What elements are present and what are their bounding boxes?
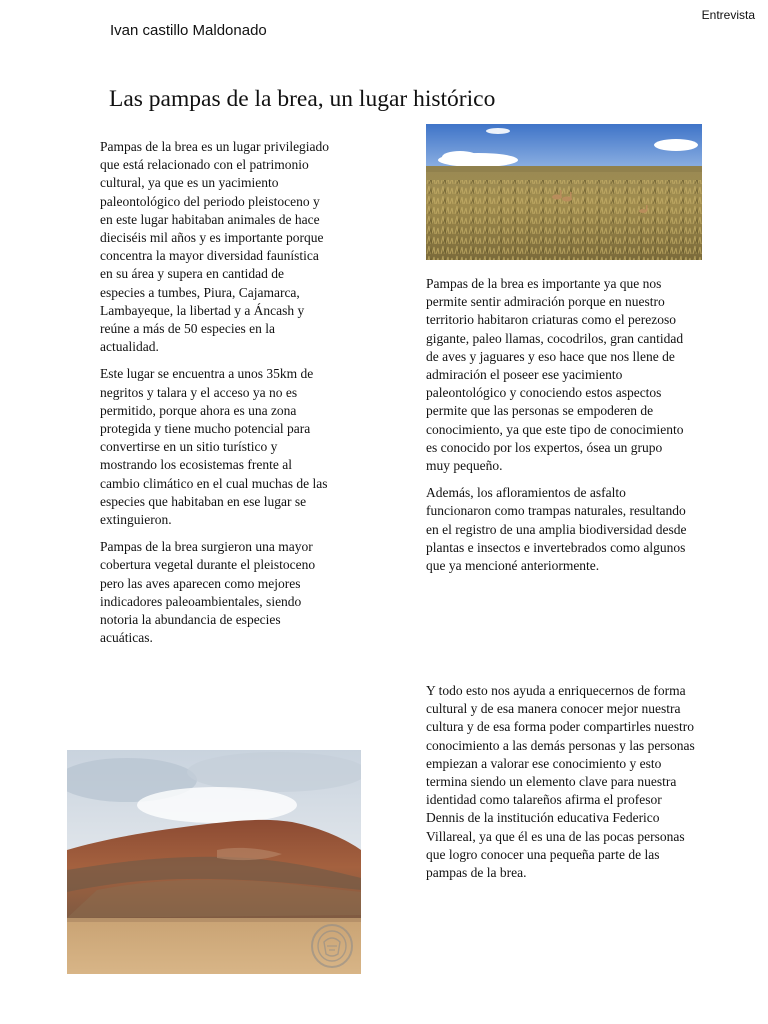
right-column-bottom bbox=[426, 682, 702, 891]
paragraph: Pampas de la brea surgieron una mayor cobertura vegetal durante el pleistoceno pero las aves aparecen como mejores indicadores paleoambientales, siendo notoria la abundancia de especies acuáticas. bbox=[100, 539, 316, 646]
paragraph: Pampas de la brea es importante ya que nos permite sentir admiración porque en nuestro territorio habitaron criaturas como el perezoso gigante, paleo llamas, cocodrilos, gran cantidad de aves y jaguares y eso hace que nos llene de admiración el poseer ese yacimiento paleontológico y conociendo estos aspectos permite que las personas se empoderen de conocimiento, ya que este tipo de conocimiento es conocido por los expertos, ósea un grupo muy pequeño. bbox=[426, 276, 684, 474]
mountain-photo bbox=[67, 750, 361, 974]
seal-stamp-icon bbox=[309, 922, 355, 970]
paragraph: Además, los afloramientos de asfalto funcionaron como trampas naturales, resultando en el registro de una amplia biodiversidad desde plantas e insectos e invertebrados como algunos que ya mencioné anteriormente. bbox=[426, 485, 687, 574]
paragraph: Y todo esto nos ayuda a enriquecernos de forma cultural y de esa manera conocer mejor nuestra cultura y de esa forma poder compartirles nuestro conocimiento a las demás personas y las personas empiezan a valorar ese conocimiento y esto termina siendo un elemento clave para nuestra identidad como talareños afirma el profesor Dennis de la institución educativa Federico Villareal, ya que él es una de las pocas personas que logro conocer una pequeña parte de las pampas de la brea. bbox=[426, 683, 695, 881]
section-label: Entrevista bbox=[701, 8, 755, 22]
left-column bbox=[100, 138, 330, 656]
paragraph: Pampas de la brea es un lugar privilegiado que está relacionado con el patrimonio cultural, ya que es un yacimiento paleontológico del periodo pleistoceno y en este lugar habitaban animales de hace dieciséis mil años y es importante porque concentra la mayor diversidad faunística en su área y supera en cantidad de especies a tumbes, Piura, Cajamarca, Lambayeque, la libertad y a Áncash y reúne a más de 50 especies en la actualidad. bbox=[100, 139, 330, 355]
author-name: Ivan castillo Maldonado bbox=[110, 22, 267, 39]
right-column-top bbox=[426, 275, 688, 584]
grassland-illustration bbox=[426, 124, 702, 260]
paragraph: Este lugar se encuentra a unos 35km de negritos y talara y el acceso ya no es permitido, porque ahora es una zona protegida y tiene mucho potencial para convertirse en un sitio turístico y mostrando los ecosistemas frente al cambio climático en el cual muchas de las especies que habitaban en ese lugar se extinguieron. bbox=[100, 366, 328, 528]
grassland-photo bbox=[426, 124, 702, 260]
article-title: Las pampas de la brea, un lugar histórico bbox=[109, 86, 496, 112]
